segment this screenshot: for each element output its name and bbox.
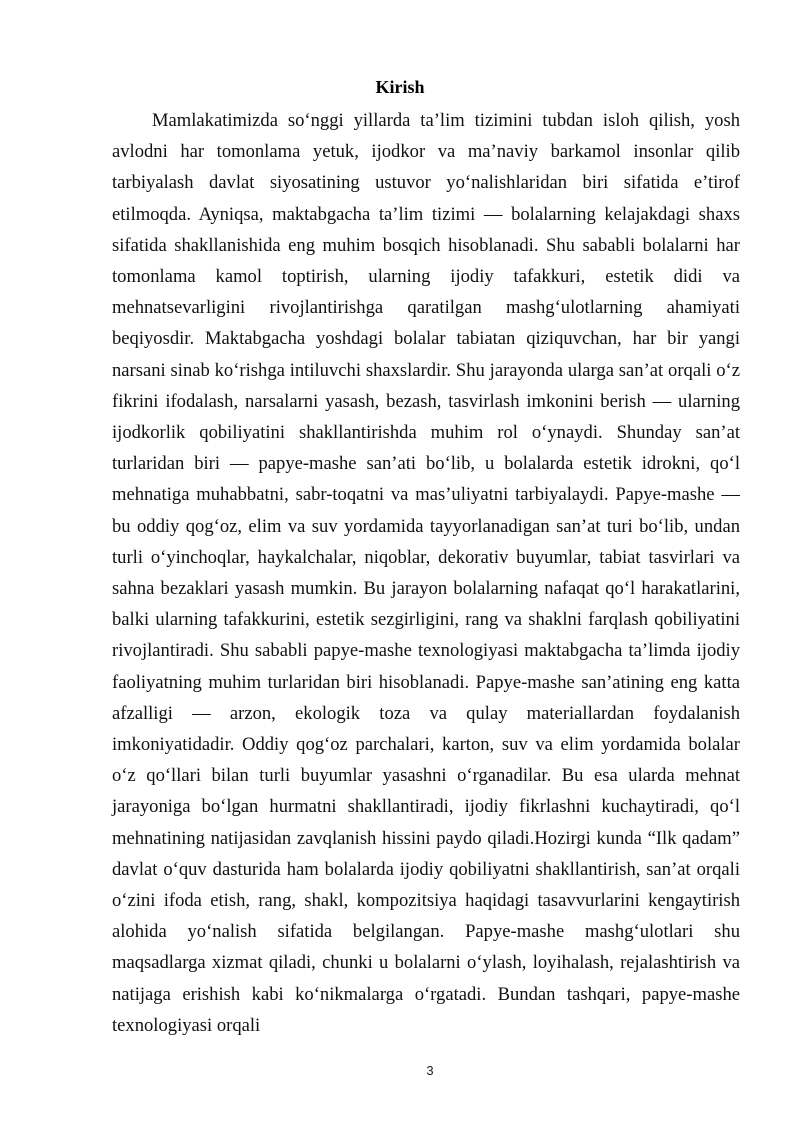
body-paragraph: Mamlakatimizda so‘nggi yillarda ta’lim tizimini tubdan isloh qilish, yosh avlodni har tomonlama yetuk, ijodkor va ma’naviy barkamol insonlar qilib tarbiyalash davlat siyosatining ustuvor yo‘nalishlaridan biri sifatida e’tirof etilmoqda. Ayniqsa, maktabgacha ta’lim tizimi — bolalarning kelajakdagi shaxs sifatida shakllanishida eng muhim bosqich hisoblanadi. Shu sababli bolalarni har tomonlama kamol toptirish, ularning ijodiy tafakkuri, estetik didi va mehnatsevarligini rivojlantirishga qaratilgan mashg‘ulotlarning ahamiyati beqiyosdir. Maktabgacha yoshdagi bolalar tabiatan qiziquvchan, har bir yangi narsani sinab ko‘rishga intiluvchi shaxslardir. Shu jarayonda ularga san’at orqali o‘z fikrini ifodalash, narsalarni yasash, bezash, tasvirlash imkonini berish — ularning ijodkorlik qobiliyatini shakllantirishda muhim rol o‘ynaydi. Shunday san’at turlaridan biri — papye-mashe san’ati bo‘lib, u bolalarda estetik idrokni, qo‘l mehnatiga muhabbatni, sabr-toqatni va mas’uliyatni tarbiyalaydi. Papye-mashe — bu oddiy qog‘oz, elim va suv yordamida tayyorlanadigan san’at turi bo‘lib, undan turli o‘yinchoqlar, haykalchalar, niqoblar, dekorativ buyumlar, tabiat tasvirlari va sahna bezaklari yasash mumkin. Bu jarayon bolalarning nafaqat qo‘l harakatlarini, balki ularning tafakkurini, estetik sezgirligini, rang va shaklni farqlash qobiliyatini rivojlantiradi. Shu sababli papye-mashe texnologiyasi maktabgacha ta’limda ijodiy faoliyatning muhim turlaridan biri hisoblanadi. Papye-mashe san’atining eng katta afzalligi — arzon, ekologik toza va qulay materiallardan foydalanish imkoniyatidadir. Oddiy qog‘oz parchalari, karton, suv va elim yordamida bolalar o‘z qo‘llari bilan turli buyumlar yasashni o‘rganadilar. Bu esa ularda mehnat jarayoniga bo‘lgan hurmatni shakllantiradi, ijodiy fikrlashni kuchaytiradi, qo‘l mehnatining natijasidan zavqlanish hissini paydo qiladi.Hozirgi kunda “Ilk qadam” davlat o‘quv dasturida ham bolalarda ijodiy qobiliyatni shakllantirish, san’at orqali o‘zini ifoda etish, rang, shakl, kompozitsiya haqidagi tasavvurlarini kengaytirish alohida yo‘nalish sifatida belgilangan. Papye-mashe mashg‘ulotlari shu maqsadlarga xizmat qiladi, chunki u bolalarni o‘ylash, loyihalash, rejalashtirish va natijaga erishish kabi ko‘nikmalarga o‘rgatadi. Bundan tashqari, papye-mashe texnologiyasi orqali xyxy=(112,110,740,1036)
page-number: 3 xyxy=(426,1063,434,1078)
page-title: Kirish xyxy=(375,77,425,97)
